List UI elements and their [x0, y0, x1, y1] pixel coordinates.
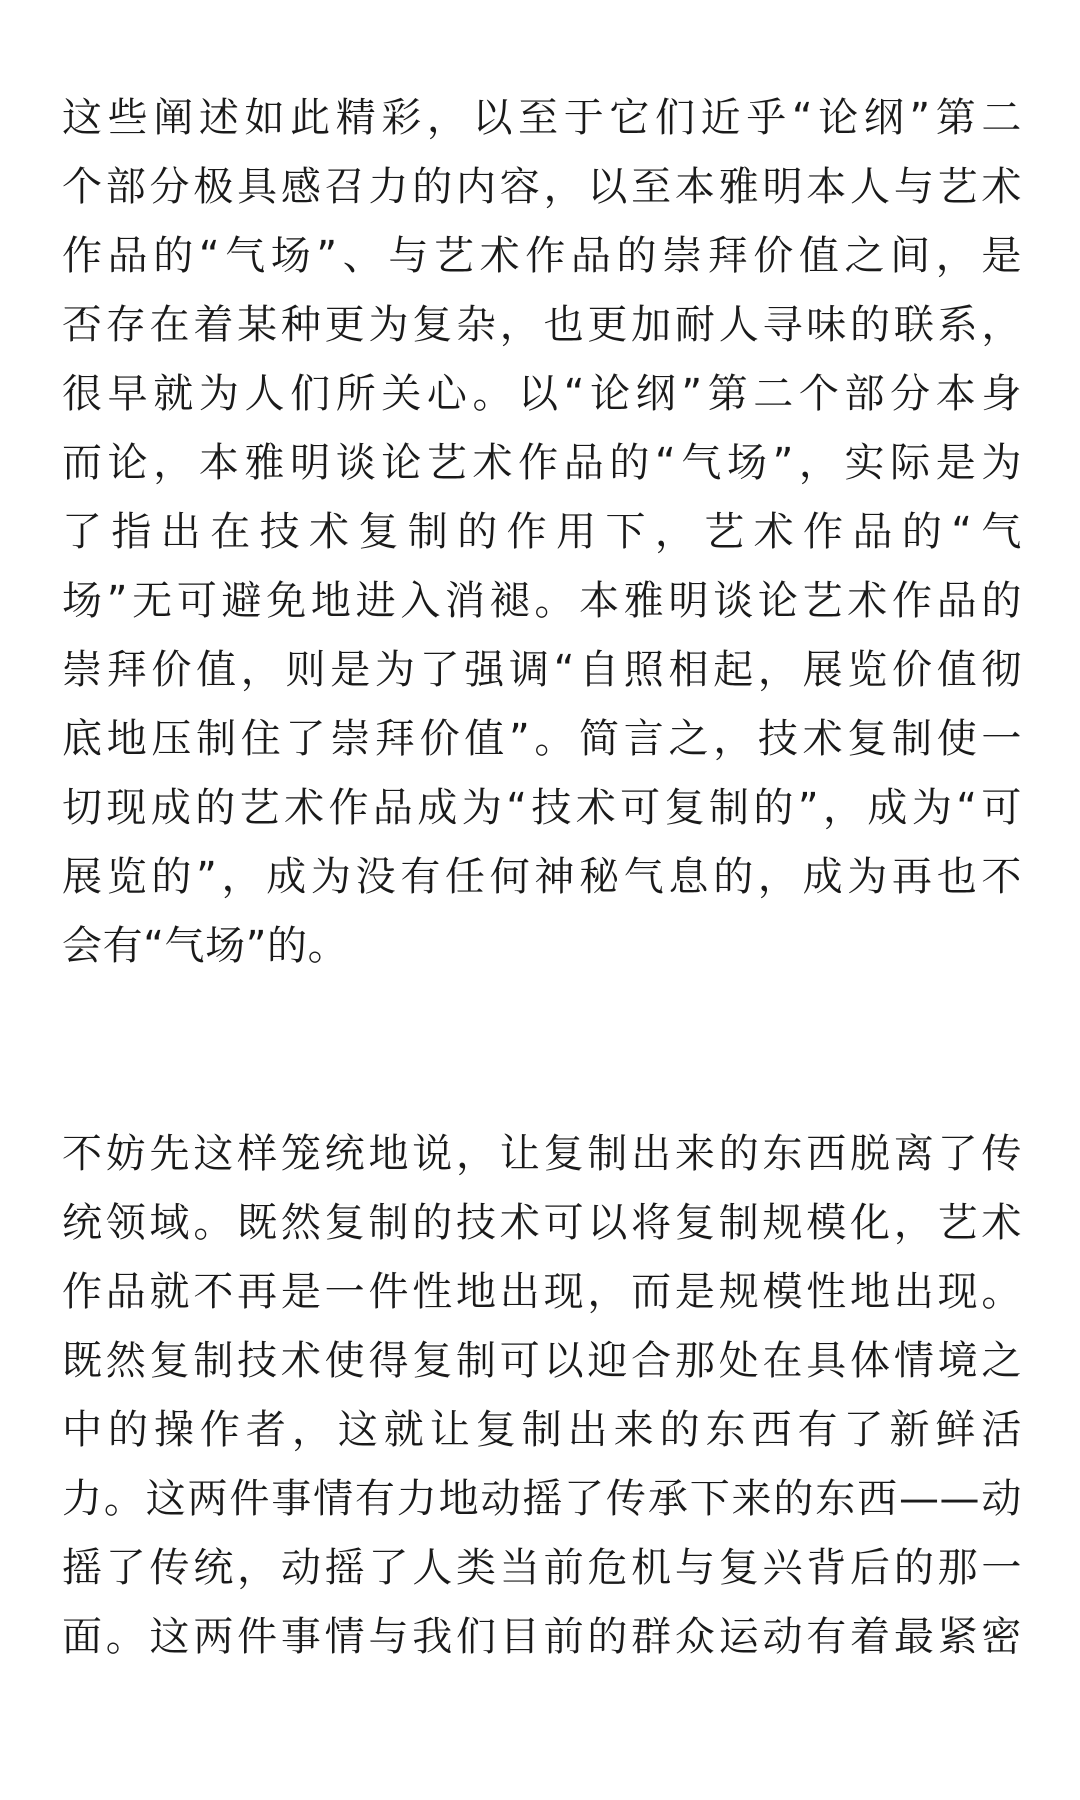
text-line: 不妨先这样笼统地说，让复制出来的东西脱离了传: [62, 1131, 1022, 1177]
text-line: 作品就不再是一件性地出现，而是规模性地出现。: [62, 1269, 1022, 1315]
text-line: 作品的“气场”、与艺术作品的崇拜价值之间，是: [62, 233, 1022, 279]
text-line: 了指出在技术复制的作用下，艺术作品的“气: [62, 509, 1022, 555]
text-line: 这些阐述如此精彩，以至于它们近乎“论纲”第二: [62, 95, 1022, 141]
text-line: 既然复制技术使得复制可以迎合那处在具体情境之: [62, 1338, 1022, 1384]
text-line: 否存在着某种更为复杂，也更加耐人寻味的联系，: [62, 302, 1022, 348]
text-line: 摇了传统，动摇了人类当前危机与复兴背后的那一: [62, 1545, 1022, 1591]
text-line: 中的操作者，这就让复制出来的东西有了新鲜活: [62, 1407, 1022, 1453]
text-line: 个部分极具感召力的内容，以至本雅明本人与艺术: [62, 164, 1022, 210]
text-line: 底地压制住了崇拜价值”。简言之，技术复制使一: [62, 716, 1022, 762]
text-line: 崇拜价值，则是为了强调“自照相起，展览价值彻: [62, 647, 1022, 693]
text-line: 会有“气场”的。: [62, 923, 349, 969]
paragraph-2: [62, 1120, 1022, 1672]
text-line: 面。这两件事情与我们目前的群众运动有着最紧密: [62, 1614, 1022, 1660]
text-line: 而论，本雅明谈论艺术作品的“气场”，实际是为: [62, 440, 1022, 486]
text-line: 切现成的艺术作品成为“技术可复制的”，成为“可: [62, 785, 1022, 831]
text-line: 场”无可避免地进入消褪。本雅明谈论艺术作品的: [62, 578, 1022, 624]
text-line: 力。这两件事情有力地动摇了传承下来的东西——动: [62, 1476, 1022, 1522]
text-line: 展览的”，成为没有任何神秘气息的，成为再也不: [62, 854, 1022, 900]
text-line: 很早就为人们所关心。以“论纲”第二个部分本身: [62, 371, 1022, 417]
paragraph-1: [62, 84, 1022, 981]
text-line: 统领域。既然复制的技术可以将复制规模化，艺术: [62, 1200, 1022, 1246]
